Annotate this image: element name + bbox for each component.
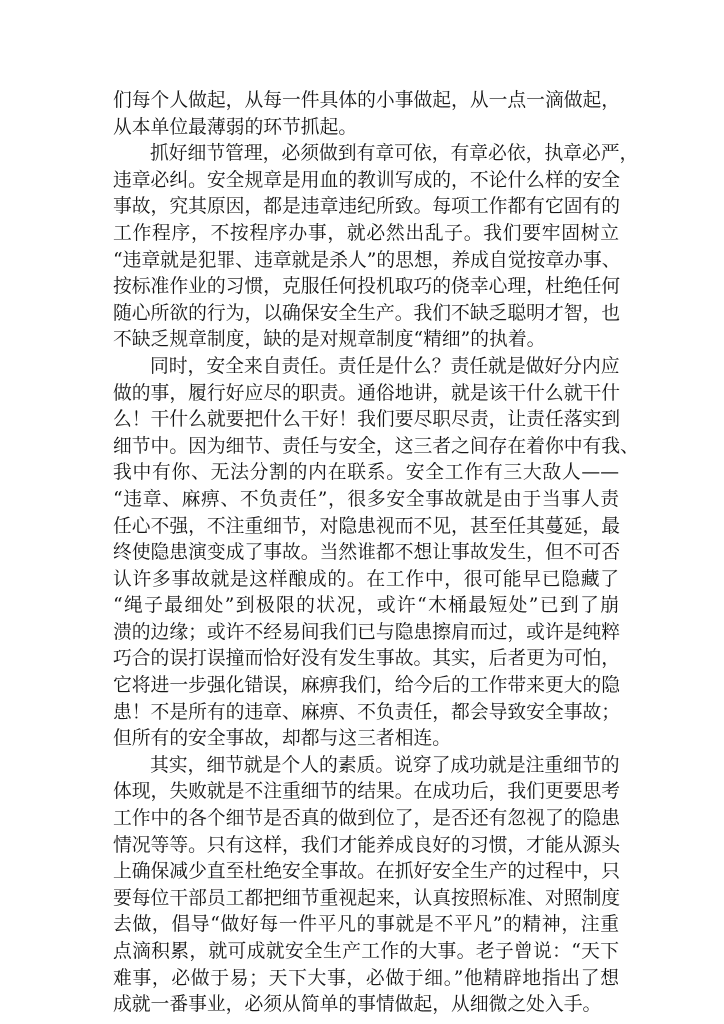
- text-line: 么！干什么就要把什么干好！我们要尽职尽责，让责任落实到: [113, 409, 621, 431]
- text-line: 溃的边缘；或许不经易间我们已与隐患擦肩而过，或许是纯粹: [113, 621, 621, 643]
- text-line: 工作程序，不按程序办事，就必然出乱子。我们要牢固树立: [113, 222, 619, 244]
- text-line: 认许多事故就是这样酿成的。在工作中，很可能早已隐藏了: [113, 568, 619, 590]
- text-line: 细节中。因为细节、责任与安全，这三者之间存在着你中有我、: [113, 435, 639, 457]
- text-line: 情况等等。只有这样，我们才能养成良好的习惯，才能从源头: [113, 834, 621, 856]
- text-line: 做的事，履行好应尽的职责。通俗地讲，就是该干什么就干什: [113, 382, 621, 404]
- text-line: 违章必纠。安全规章是用血的教训写成的，不论什么样的安全: [113, 169, 621, 191]
- text-line: 患！不是所有的违章、麻痹、不负责任，都会导致安全事故；: [113, 701, 621, 723]
- text-line: 从本单位最薄弱的环节抓起。: [113, 116, 358, 138]
- text-line: 去做，倡导“做好每一件平凡的事就是不平凡”的精神，注重: [113, 914, 619, 936]
- text-line: 工作中的各个细节是否真的做到位了，是否还有忽视了的隐患: [113, 808, 621, 830]
- text-line: “绳子最细处”到极限的状况，或许“木桶最短处”已到了崩: [113, 595, 619, 617]
- document-body: [113, 88, 639, 1019]
- text-line: 点滴积累，就可成就安全生产工作的大事。老子曾说：“天下: [113, 941, 619, 962]
- text-line: “违章、麻痹、不负责任”，很多安全事故就是由于当事人责: [113, 488, 619, 510]
- text-line: 按标准作业的习惯，克服任何投机取巧的侥幸心理，杜绝任何: [113, 276, 621, 298]
- text-line: 我中有你、无法分割的内在联系。安全工作有三大敌人——: [113, 462, 619, 484]
- text-line: 任心不强，不注重细节，对隐患视而不见，甚至任其蔓延，最: [113, 515, 621, 537]
- text-line: 但所有的安全事故，却都与这三者相连。: [113, 728, 452, 750]
- text-line: 事故，究其原因，都是违章违纪所致。每项工作都有它固有的: [113, 196, 621, 218]
- text-line: 其实，细节就是个人的素质。说穿了成功就是注重细节的: [150, 754, 620, 776]
- text-line: “违章就是犯罪、违章就是杀人”的思想，养成自觉按章办事、: [113, 249, 621, 271]
- text-line: 难事，必做于易；天下大事，必做于细。”他精辟地指出了想: [113, 967, 619, 989]
- text-line: 它将进一步强化错误，麻痹我们，给今后的工作带来更大的隐: [113, 675, 621, 697]
- text-line: 们每个人做起，从每一件具体的小事做起，从一点一滴做起，: [113, 90, 621, 111]
- text-line: 成就一番事业，必须从简单的事情做起，从细微之处入手。: [113, 994, 602, 1016]
- text-line: 体现，失败就是不注重细节的结果。在成功后，我们更要思考: [113, 781, 621, 803]
- text-line: 要每位干部员工都把细节重视起来，认真按照标准、对照制度: [113, 887, 621, 909]
- text-line: 抓好细节管理，必须做到有章可依，有章必依，执章必严，: [150, 143, 639, 165]
- text-line: 上确保减少直至杜绝安全事故。在抓好安全生产的过程中，只: [113, 861, 621, 883]
- text-line: 终使隐患演变成了事故。当然谁都不想让事故发生，但不可否: [113, 542, 621, 564]
- text-line: 不缺乏规章制度，缺的是对规章制度“精细”的执着。: [113, 329, 546, 351]
- text-line: 随心所欲的行为，以确保安全生产。我们不缺乏聪明才智，也: [113, 302, 621, 324]
- text-line: 同时，安全来自责任。责任是什么？责任就是做好分内应: [150, 355, 620, 377]
- text-line: 巧合的误打误撞而恰好没有发生事故。其实，后者更为可怕，: [113, 648, 621, 670]
